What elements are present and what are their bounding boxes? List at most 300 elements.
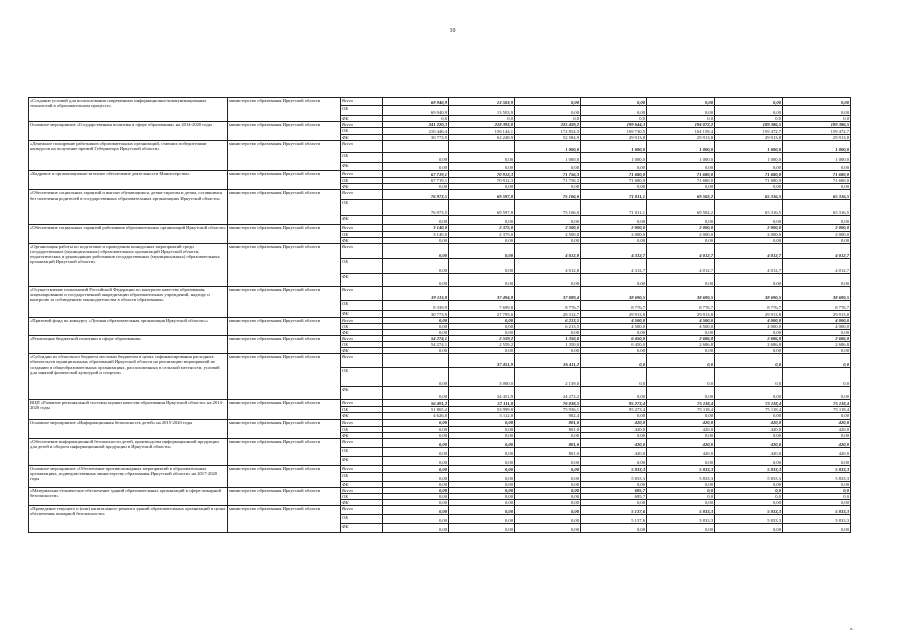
amount-cell: 0,00 [515, 487, 581, 493]
amount-cell: 70 912,3 [449, 171, 515, 178]
amount-cell: 4 000,0 [783, 323, 851, 329]
amount-cell: 4 000,0 [715, 323, 783, 329]
amount-cell: 0,00 [647, 481, 715, 487]
funding-source-label: ОБ [341, 472, 383, 481]
amount-cell: 0,00 [647, 237, 715, 243]
amount-cell: 0,00 [715, 98, 783, 106]
amount-cell: 156 144,1 [449, 128, 515, 135]
amount-cell: 53 999,8 [449, 407, 515, 413]
amount-cell: 8 339,9 [383, 300, 449, 310]
funding-source-label: ФБ [341, 524, 383, 533]
amount-cell: 0,00 [783, 237, 851, 243]
amount-cell: 0,00 [515, 499, 581, 505]
amount-cell: 57 111,8 [449, 400, 515, 407]
activity-name: «Денежное поощрение работников образовательных организаций, ставших победителями конкурсов на получение премий Губернатора Иркутской области» [29, 141, 228, 171]
amount-cell: 194 072,2 [647, 122, 715, 128]
amount-cell: 0,00 [449, 499, 515, 505]
amount-cell: 0,00 [383, 456, 449, 465]
amount-cell: 0,00 [783, 106, 851, 116]
amount-cell: 76 973,5 [383, 200, 449, 216]
amount-cell: 5 833,3 [783, 515, 851, 524]
amount-cell: 420,0 [783, 438, 851, 447]
amount-cell: 0,00 [647, 329, 715, 335]
amount-cell: 0,00 [383, 317, 449, 323]
amount-cell: 0,00 [581, 98, 647, 106]
amount-cell: 420,0 [581, 438, 647, 447]
table-row [29, 190, 851, 200]
amount-cell: 0,00 [715, 413, 783, 419]
amount-cell: 75 106,0 [515, 200, 581, 216]
amount-cell: 0,00 [515, 163, 581, 171]
amount-cell: 70 912,3 [449, 178, 515, 184]
amount-cell: 2 500,0 [515, 231, 581, 237]
amount-cell: 0,00 [383, 243, 449, 258]
amount-cell: 0,00 [515, 237, 581, 243]
amount-cell [449, 141, 515, 153]
amount-cell: 6 450,0 [581, 342, 647, 348]
amount-cell: 420,0 [783, 426, 851, 432]
funding-source-label: ФБ [341, 329, 383, 335]
amount-cell: 5 833,3 [783, 472, 851, 481]
amount-cell: 65 316,5 [715, 190, 783, 200]
amount-cell: 2 559,2 [449, 342, 515, 348]
amount-cell: 75 118,4 [783, 400, 851, 407]
amount-cell: 0,0 [783, 487, 851, 493]
amount-cell: 0,00 [783, 163, 851, 171]
amount-cell: 218 393,0 [449, 122, 515, 128]
amount-cell: 801,0 [515, 419, 581, 426]
funding-source-label: ОБ [341, 447, 383, 456]
amount-cell: 420,0 [783, 419, 851, 426]
amount-cell: 0,00 [383, 524, 449, 533]
activity-name: «Обеспечение информационной безопасности детей, производства информационной продукции для детей и оборота информационной продукции в Иркутской области» [29, 438, 228, 465]
executor: министерство образования Иркутской области [228, 171, 341, 190]
amount-cell: 0,00 [581, 524, 647, 533]
amount-cell: 2 686,8 [715, 342, 783, 348]
amount-cell: 0,0 [581, 368, 647, 387]
amount-cell: 4 012,7 [715, 258, 783, 273]
amount-cell: 0,00 [515, 432, 581, 438]
amount-cell: 29 913,8 [783, 135, 851, 141]
funding-source-label: Всего [341, 190, 383, 200]
amount-cell: 0,0 [715, 354, 783, 368]
executor: министерство образования Иркутской области [228, 225, 341, 243]
amount-cell: 801,0 [515, 447, 581, 456]
amount-cell: 0,0 [715, 368, 783, 387]
amount-cell: 0,00 [581, 413, 647, 419]
amount-cell: 159 472,7 [783, 128, 851, 135]
amount-cell: 5 833,3 [647, 515, 715, 524]
funding-source-label: ОБ [341, 407, 383, 413]
funding-source-label: ФБ [341, 499, 383, 505]
amount-cell: 0,00 [383, 163, 449, 171]
amount-cell: 1 000,0 [515, 153, 581, 163]
amount-cell: 69 502,2 [647, 200, 715, 216]
amount-cell: 4 312,7 [581, 243, 647, 258]
funding-source-label: Всего [341, 286, 383, 300]
amount-cell: 62 248,9 [449, 135, 515, 141]
activity-name: «Проведение текущего и (или) капитального ремонта зданий образовательных организаций в целях обеспечения пожарной безопасности» [29, 506, 228, 533]
amount-cell: 2 686,8 [715, 336, 783, 342]
amount-cell: 29 913,8 [715, 310, 783, 317]
table-row [29, 98, 851, 106]
amount-cell: 2 000,0 [715, 231, 783, 237]
amount-cell: 169 730,5 [581, 128, 647, 135]
amount-cell: 0,00 [581, 216, 647, 225]
amount-cell: 2 559,2 [449, 336, 515, 342]
funding-source-label: ОБ [341, 368, 383, 387]
table-row [29, 141, 851, 153]
amount-cell: 3 140,0 [383, 225, 449, 231]
amount-cell: 0,00 [783, 216, 851, 225]
amount-cell: 24 272,2 [515, 387, 581, 400]
amount-cell: 75 118,4 [715, 400, 783, 407]
executor: министерство образования Иркутской области [228, 465, 341, 487]
table-row [29, 419, 851, 426]
amount-cell: 75 118,4 [783, 407, 851, 413]
amount-cell: 0,00 [647, 273, 715, 286]
amount-cell: 0,00 [581, 348, 647, 354]
amount-cell: 65 316,5 [715, 200, 783, 216]
executor: министерство образования Иркутской области [228, 243, 341, 286]
amount-cell: 420,0 [783, 447, 851, 456]
amount-cell [383, 141, 449, 153]
amount-cell: 0,00 [383, 432, 449, 438]
amount-cell: 1 350,0 [515, 336, 581, 342]
amount-cell: 8 776,7 [647, 300, 715, 310]
amount-cell: 0,0 [715, 487, 783, 493]
amount-cell: 1 000,0 [783, 141, 851, 153]
amount-cell: 5 833,3 [715, 515, 783, 524]
amount-cell: 4 012,7 [647, 258, 715, 273]
amount-cell: 4 312,7 [581, 258, 647, 273]
executor: министерство образования Иркутской области [228, 286, 341, 317]
amount-cell: 38 690,5 [783, 286, 851, 300]
amount-cell: 0,0 [515, 116, 581, 122]
amount-cell: 210 446,4 [383, 128, 449, 135]
amount-cell: 29 913,8 [647, 135, 715, 141]
closing-quote: ». [850, 627, 854, 632]
amount-cell: 1 000,0 [647, 141, 715, 153]
amount-cell: 0,00 [449, 465, 515, 472]
amount-cell: 6 213,5 [515, 323, 581, 329]
amount-cell: 39 113,8 [383, 286, 449, 300]
amount-cell: 0,00 [449, 153, 515, 163]
amount-cell: 76 838,5 [515, 400, 581, 407]
amount-cell: 71 680,0 [581, 171, 647, 178]
amount-cell: 71 680,0 [715, 171, 783, 178]
amount-cell: 4 012,7 [647, 243, 715, 258]
funding-source-label: Всего [341, 465, 383, 472]
amount-cell: 0,00 [449, 163, 515, 171]
activity-name: «Реализация бюджетной политики в сфере образования» [29, 336, 228, 354]
amount-cell: 75 118,4 [715, 407, 783, 413]
table-row [29, 286, 851, 300]
amount-cell: 0,00 [383, 481, 449, 487]
amount-cell: 0,00 [383, 419, 449, 426]
amount-cell: 71 011,1 [581, 190, 647, 200]
funding-source-label: Всего [341, 171, 383, 178]
amount-cell: 0,00 [715, 273, 783, 286]
amount-cell: 0,00 [647, 387, 715, 400]
amount-cell: 8 776,7 [715, 300, 783, 310]
executor: министерство образования Иркутской области [228, 190, 341, 225]
amount-cell: 26 411,2 [515, 354, 581, 368]
amount-cell: 2 686,8 [647, 342, 715, 348]
amount-cell: 0,00 [449, 348, 515, 354]
amount-cell: 0,00 [383, 323, 449, 329]
amount-cell: 0,00 [715, 499, 783, 505]
amount-cell: 6 450,0 [581, 336, 647, 342]
amount-cell [383, 354, 449, 368]
amount-cell: 4 000,0 [715, 317, 783, 323]
amount-cell: 2 375,0 [449, 231, 515, 237]
amount-cell: 0,00 [715, 216, 783, 225]
amount-cell: 3 112,0 [449, 413, 515, 419]
amount-cell: 69 597,8 [449, 200, 515, 216]
amount-cell: 0,00 [515, 515, 581, 524]
amount-cell: 2 686,8 [647, 336, 715, 342]
amount-cell: 0,00 [515, 184, 581, 190]
amount-cell: 37 451,9 [449, 354, 515, 368]
amount-cell: 0,00 [647, 216, 715, 225]
amount-cell: 2 000,0 [647, 231, 715, 237]
amount-cell: 3 140,0 [383, 231, 449, 237]
amount-cell: 29 913,8 [581, 310, 647, 317]
amount-cell: 0,00 [383, 506, 449, 515]
amount-cell: 1 350,0 [515, 342, 581, 348]
amount-cell: 420,0 [715, 426, 783, 432]
funding-source-label: ФБ [341, 237, 383, 243]
amount-cell: 172 854,3 [515, 128, 581, 135]
amount-cell: 0,00 [715, 432, 783, 438]
amount-cell: 0,00 [383, 216, 449, 225]
amount-cell: 5 833,3 [581, 472, 647, 481]
amount-cell: 189 386,5 [783, 122, 851, 128]
amount-cell: 420,0 [715, 438, 783, 447]
amount-cell: 0,00 [715, 387, 783, 400]
amount-cell: 0,00 [783, 456, 851, 465]
funding-source-label: ФБ [341, 135, 383, 141]
amount-cell: 2 000,0 [783, 231, 851, 237]
amount-cell: 95 273,4 [581, 407, 647, 413]
amount-cell: 1 000,0 [581, 141, 647, 153]
amount-cell: 13 503,9 [449, 98, 515, 106]
amount-cell: 0,00 [581, 387, 647, 400]
amount-cell: 2 000,0 [647, 225, 715, 231]
amount-cell: 0,00 [647, 432, 715, 438]
activity-name: Основное мероприятие «Информационная безопасность детей» на 2015-2020 годы [29, 419, 228, 438]
amount-cell: 0,00 [449, 481, 515, 487]
amount-cell: 3 000,0 [449, 368, 515, 387]
executor: министерство образования Иркутской области [228, 506, 341, 533]
funding-source-label: Всего [341, 487, 383, 493]
amount-cell: 0,00 [783, 524, 851, 533]
amount-cell: 75 118,4 [647, 407, 715, 413]
amount-cell: 67 719,1 [383, 171, 449, 178]
amount-cell: 13 503,9 [449, 106, 515, 116]
amount-cell: 4 000,0 [783, 317, 851, 323]
amount-cell: 189 386,5 [715, 122, 783, 128]
amount-cell: 0,00 [449, 237, 515, 243]
amount-cell: 71 756,3 [515, 171, 581, 178]
amount-cell: 38 690,5 [581, 286, 647, 300]
amount-cell: 37 494,8 [449, 286, 515, 300]
amount-cell: 5 833,3 [647, 472, 715, 481]
funding-source-label: Всего [341, 98, 383, 106]
amount-cell: 0,00 [515, 481, 581, 487]
amount-cell: 65 316,5 [783, 190, 851, 200]
amount-cell: 0,00 [449, 273, 515, 286]
amount-cell: 0,00 [581, 499, 647, 505]
amount-cell: 0,00 [449, 506, 515, 515]
amount-cell: 0,0 [647, 368, 715, 387]
activity-name: «Кадровое и организационно-штатное обеспечение деятельности Министерства» [29, 171, 228, 190]
amount-cell: 0,00 [783, 98, 851, 106]
amount-cell: 0,00 [449, 472, 515, 481]
amount-cell: 0,00 [383, 368, 449, 387]
budget-table [28, 97, 851, 533]
executor: министерство образования Иркутской области [228, 336, 341, 354]
amount-cell: 4 500,0 [647, 317, 715, 323]
funding-source-label: Всего [341, 400, 383, 407]
amount-cell: 0,00 [449, 243, 515, 258]
amount-cell: 71 680,0 [783, 171, 851, 178]
activity-name: «Осуществление полномочий Российской Федерации по контролю качества образования, лицензированию и государственной аккредитации образовательных учреждений, надзору и контролю за соблюдением законодательства в области образования» [29, 286, 228, 317]
funding-source-label: ФБ [341, 456, 383, 465]
amount-cell: 29 913,8 [715, 135, 783, 141]
amount-cell: 0,00 [449, 419, 515, 426]
amount-cell: 0,0 [383, 116, 449, 122]
amount-cell: 71 680,0 [715, 178, 783, 184]
amount-cell: 420,0 [581, 419, 647, 426]
amount-cell: 4 012,7 [783, 243, 851, 258]
amount-cell: 0,00 [647, 163, 715, 171]
amount-cell: 65 316,5 [783, 200, 851, 216]
amount-cell: 4 500,0 [581, 323, 647, 329]
amount-cell: 0,00 [383, 153, 449, 163]
amount-cell: 0,00 [449, 216, 515, 225]
amount-cell: 52 584,9 [515, 135, 581, 141]
amount-cell: 5 833,3 [783, 506, 851, 515]
amount-cell: 0,00 [383, 273, 449, 286]
funding-source-label: ФБ [341, 273, 383, 286]
amount-cell: 0,00 [783, 329, 851, 335]
amount-cell: 2 686,8 [783, 336, 851, 342]
table-row [29, 400, 851, 407]
funding-source-label: Всего [341, 243, 383, 258]
amount-cell: 0,00 [715, 184, 783, 190]
amount-cell: 0,00 [581, 237, 647, 243]
amount-cell: 0,00 [515, 106, 581, 116]
amount-cell: 0,00 [515, 216, 581, 225]
amount-cell: 76 973,5 [383, 190, 449, 200]
amount-cell: 67 719,1 [383, 178, 449, 184]
executor: министерство образования Иркутской области [228, 487, 341, 505]
funding-source-label: ОБ [341, 200, 383, 216]
amount-cell: 0,00 [581, 184, 647, 190]
amount-cell: 1 000,0 [515, 141, 581, 153]
table-row [29, 438, 851, 447]
amount-cell: 0,00 [715, 481, 783, 487]
activity-name: «Обеспечение социальных гарантий работников образовательных организаций Иркутской области» [29, 225, 228, 243]
activity-name: «Материально-техническое обеспечение зданий образовательных организаций в сфере пожарной безопасности» [29, 487, 228, 505]
amount-cell: 0,00 [647, 98, 715, 106]
funding-source-label: Всего [341, 336, 383, 342]
amount-cell: 0,00 [449, 447, 515, 456]
amount-cell: 0,00 [783, 413, 851, 419]
funding-source-label: ОБ [341, 258, 383, 273]
amount-cell: 0,00 [647, 456, 715, 465]
amount-cell: 0,00 [383, 499, 449, 505]
funding-source-label: ОБ [341, 493, 383, 499]
amount-cell: 8 776,7 [515, 300, 581, 310]
amount-cell: 0,00 [515, 456, 581, 465]
funding-source-label: Всего [341, 419, 383, 426]
amount-cell: 0,00 [449, 317, 515, 323]
amount-cell: 0,00 [515, 465, 581, 472]
activity-name: «Организация работы по подготовке и проведению конкурсных мероприятий среди государственных (муниципальных) образовательных организаций Иркутской области, педагогических и руководящих работников государственных (муниципальных) образовательных организаций Иркутской области» [29, 243, 228, 286]
amount-cell: 0,00 [783, 432, 851, 438]
amount-cell: 1 000,0 [581, 153, 647, 163]
amount-cell: 0,00 [581, 273, 647, 286]
funding-source-label: ОБ [341, 323, 383, 329]
amount-cell: 0,00 [715, 329, 783, 335]
amount-cell: 38 690,5 [715, 286, 783, 300]
amount-cell: 902,4 [515, 413, 581, 419]
amount-cell: 0,00 [715, 163, 783, 171]
amount-cell: 0,00 [383, 184, 449, 190]
amount-cell: 2 686,8 [783, 342, 851, 348]
amount-cell: 199 644,3 [581, 122, 647, 128]
amount-cell: 420,0 [647, 447, 715, 456]
amount-cell: 1 000,0 [715, 141, 783, 153]
amount-cell: 0,00 [383, 515, 449, 524]
amount-cell: 0,00 [383, 387, 449, 400]
executor: министерство образования Иркутской области [228, 122, 341, 141]
amount-cell: 27 795,0 [449, 310, 515, 317]
funding-source-label: Всего [341, 506, 383, 515]
amount-cell: 2 000,0 [581, 231, 647, 237]
amount-cell: 0,00 [383, 465, 449, 472]
amount-cell: 0,00 [581, 481, 647, 487]
executor: министерство образования Иркутской области [228, 98, 341, 122]
amount-cell: 0,00 [783, 387, 851, 400]
amount-cell: 0,00 [449, 456, 515, 465]
funding-source-label: ФБ [341, 216, 383, 225]
funding-source-label: ОБ [341, 153, 383, 163]
amount-cell: 0,00 [581, 106, 647, 116]
funding-source-label: ФБ [341, 432, 383, 438]
amount-cell: 5 137,6 [581, 515, 647, 524]
amount-cell: 0,00 [647, 106, 715, 116]
amount-cell: 0,00 [715, 524, 783, 533]
table-row [29, 354, 851, 368]
amount-cell: 38 690,5 [647, 286, 715, 300]
executor: министерство образования Иркутской области [228, 354, 341, 400]
activity-name: «Обеспечение социальных гарантий и выплат обучающимся, детям-сиротам и детям, оставшимся без попечения родителей в государственных образовательных организациях Иркутской области» [29, 190, 228, 225]
amount-cell: 5 833,3 [715, 472, 783, 481]
amount-cell: 71 680,0 [647, 178, 715, 184]
amount-cell: 71 011,1 [581, 200, 647, 216]
amount-cell: 801,0 [515, 438, 581, 447]
amount-cell: 0,00 [783, 184, 851, 190]
amount-cell: 2 139,0 [515, 368, 581, 387]
funding-source-label: ФБ [341, 348, 383, 354]
amount-cell: 29 913,8 [581, 135, 647, 141]
amount-cell: 0,00 [715, 456, 783, 465]
funding-source-label: ФБ [341, 481, 383, 487]
